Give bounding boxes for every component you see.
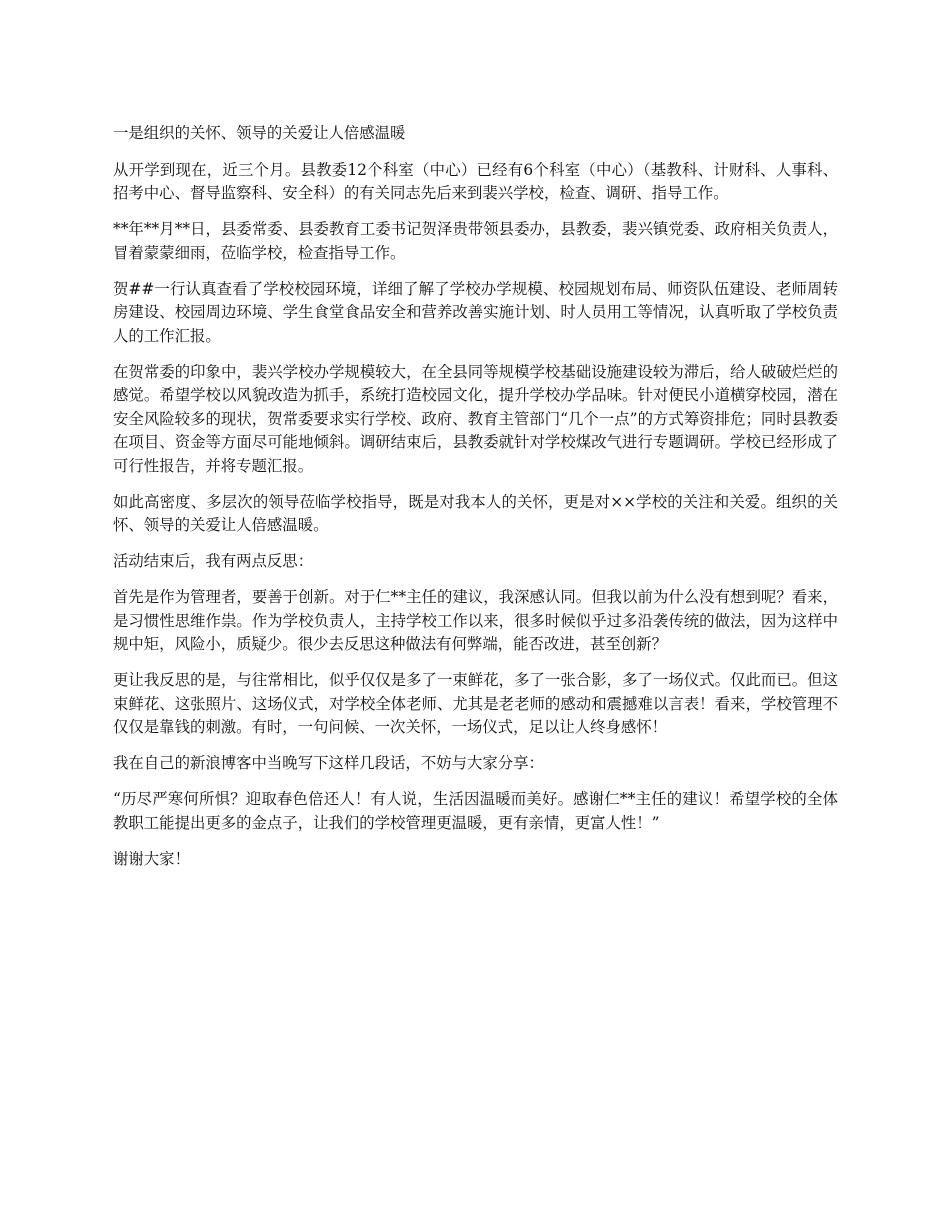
paragraph-2: **年**月**日，县委常委、县委教育工委书记贺泽贵带领县委办，县教委，裴兴镇党委、政府相关负责人，冒着蒙蒙细雨，莅临学校，检查指导工作。 (113, 220, 838, 262)
paragraph-6: 活动结束后，我有两点反思： (113, 552, 314, 570)
paragraph-9: 我在自己的新浪博客中当晚写下这样几段话，不妨与大家分享： (113, 754, 544, 772)
closing-line: 谢谢大家！ (113, 849, 190, 868)
paragraph-1: 从开学到现在，近三个月。县教委12个科室（中心）已经有6个科室（中心）（基教科、计财科、人事科、招考中心、督导监察科、安全科）的有关同志先后来到裴兴学校，检查、调研、指导工作。 (113, 160, 838, 202)
section-heading: 一是组织的关怀、领导的关爱让人倍感温暖 (113, 124, 406, 142)
paragraph-8: 更让我反思的是，与往常相比，似乎仅仅是多了一束鲜花，多了一张合影，多了一场仪式。仅此而已。但这束鲜花、这张照片、这场仪式，对学校全体老师、尤其是老老师的感动和震撼难以言表！看来，学校管理不仅仅是靠钱的刺激。有时，一句问候、一次关怀，一场仪式，足以让人终身感怀！ (113, 671, 838, 736)
paragraph-5: 如此高密度、多层次的领导莅临学校指导，既是对我本人的关怀，更是对××学校的关注和关爱。组织的关怀、领导的关爱让人倍感温暖。 (113, 492, 838, 534)
paragraph-4: 在贺常委的印象中，裴兴学校办学规模较大，在全县同等规模学校基础设施建设较为滞后，给人破破烂烂的感觉。希望学校以风貌改造为抓手，系统打造校园文化，提升学校办学品味。针对便民小道横穿校园，潜在安全风险较多的现状，贺常委要求实行学校、政府、教育主管部门“几个一点”的方式筹资排危；同时县教委在项目、资金等方面尽可能地倾斜。调研结束后，县教委就针对学校煤改气进行专题调研。学校已经形成了可行性报告，并将专题汇报。 (113, 362, 838, 475)
paragraph-10: “历尽严寒何所惧？迎取春色倍还人！有人说，生活因温暖而美好。感谢仁**主任的建议！希望学校的全体教职工能提出更多的金点子，让我们的学校管理更温暖，更有亲情，更富人性！” (113, 790, 838, 832)
paragraph-3: 贺##一行认真查看了学校校园环境，详细了解了学校办学规模、校园规划布局、师资队伍建设、老师周转房建设、校园周边环境、学生食堂食品安全和营养改善实施计划、时人员用工等情况，认真听取了学校负责人的工作汇报。 (113, 279, 838, 345)
paragraph-7: 首先是作为管理者，要善于创新。对于仁**主任的建议，我深感认同。但我以前为什么没有想到呢？看来，是习惯性思维作祟。作为学校负责人，主持学校工作以来，很多时候似乎过多沿袭传统的做法，因为这样中规中矩，风险小，质疑少。很少去反思这种做法有何弊端，能否改进，甚至创新？ (113, 588, 838, 653)
document-body (113, 122, 838, 884)
